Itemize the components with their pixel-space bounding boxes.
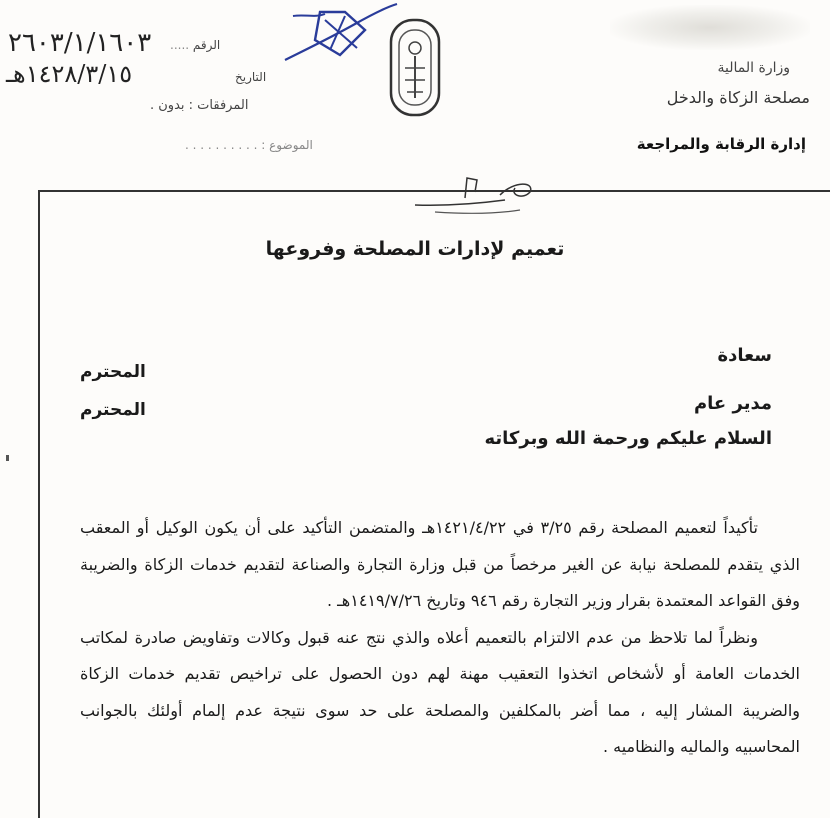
circular-body bbox=[80, 510, 800, 766]
ministry-name: وزارة المالية bbox=[717, 60, 790, 76]
salutation-excellency: سعادة bbox=[717, 345, 772, 366]
margin-mark bbox=[6, 455, 9, 461]
salutation-director: مدير عام bbox=[693, 393, 772, 414]
respected-label-2: المحترم bbox=[80, 400, 146, 420]
reference-number-label: الرقم ..... bbox=[170, 38, 221, 52]
circular-title: تعميم لإدارات المصلحة وفروعها bbox=[265, 238, 565, 260]
attachments-label: المرفقات : بدون . bbox=[150, 98, 249, 113]
paragraph-2: ونظراً لما تلاحظ من عدم الالتزام بالتعميم أعلاه والذي نتج عنه قبول وكالات وتفاويض صادرة لمكاتب الخدمات العامة أو لأشخاص اتخذوا التعقيب مهنة لهم دون الحصول على تراخيص تقديم خدمات الزكاة والضريبة المشار إليه ، مما أضر بالمكلفين والمصلحة على حد سوى نتيجة عدم إلمام أولئك بالجوانب المحاسبيه والماليه والنظاميه . bbox=[80, 627, 800, 756]
initials-scribble bbox=[405, 170, 545, 220]
greeting: السلام عليكم ورحمة الله وبركاته bbox=[484, 428, 772, 449]
department-name: إدارة الرقابة والمراجعة bbox=[636, 135, 806, 153]
frame-left-line bbox=[38, 190, 40, 818]
header-smudge bbox=[610, 5, 810, 50]
authority-name: مصلحة الزكاة والدخل bbox=[666, 88, 810, 107]
paragraph-1: تأكيداً لتعميم المصلحة رقم ٣/٢٥ في ١٤٢١/٤/٢٢هـ والمتضمن التأكيد على أن يكون الوكيل أو المعقب الذي يتقدم للمصلحة نيابة عن الغير مرخصاً من قبل وزارة التجارة والصناعة لتقديم خدمات الزكاة والضريبة وفق القواعد المعتمدة بقرار وزير التجارة رقم ٩٤٦ وتاريخ ١٤١٩/٧/٢٦هـ . bbox=[80, 518, 800, 610]
reference-number: ٢٦٠٣/١/١٦٠٣ bbox=[8, 28, 152, 58]
reference-date: ١٤٢٨/٣/١٥هـ bbox=[6, 60, 133, 88]
subject-label: الموضوع : . . . . . . . . . . bbox=[185, 138, 313, 152]
respected-label-1: المحترم bbox=[80, 362, 146, 382]
seal-emblem bbox=[385, 8, 445, 123]
reference-date-label: التاريخ bbox=[235, 70, 267, 84]
